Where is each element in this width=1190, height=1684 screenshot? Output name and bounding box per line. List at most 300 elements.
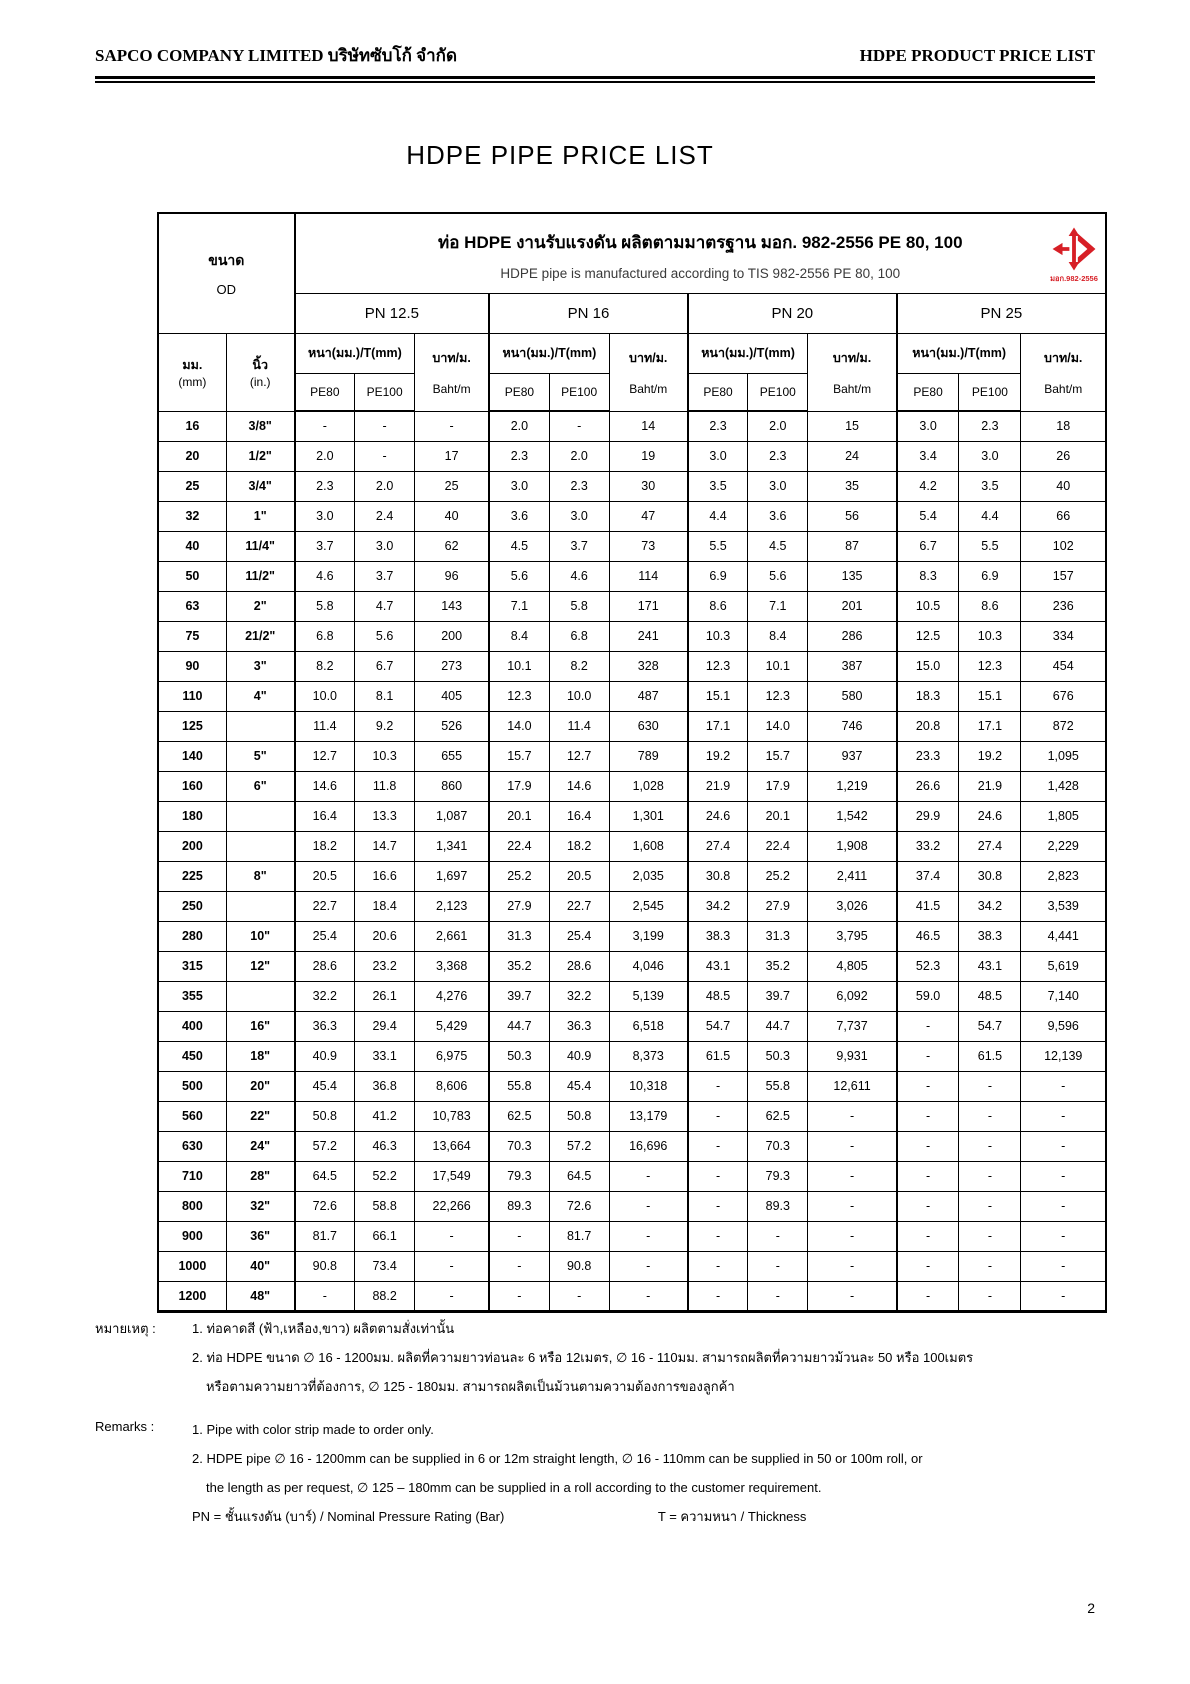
price-cell: 20.1	[489, 801, 549, 831]
price-cell: 8.6	[688, 591, 748, 621]
price-cell: 135	[808, 561, 897, 591]
price-cell: -	[1021, 1281, 1106, 1311]
price-cell: 860	[415, 771, 490, 801]
price-cell: 10.3	[688, 621, 748, 651]
table-row	[158, 1131, 1106, 1161]
baht-column-header	[609, 333, 688, 411]
thickness-header: หนา(มม.)/T(mm)	[489, 333, 609, 373]
price-cell: 2.3	[489, 441, 549, 471]
price-cell: 5,429	[415, 1011, 490, 1041]
price-cell: 23.3	[897, 741, 959, 771]
price-cell: -	[897, 1191, 959, 1221]
price-cell: 3.0	[688, 441, 748, 471]
table-row	[158, 621, 1106, 651]
price-cell: 12.5	[897, 621, 959, 651]
size-inch-cell: 11/4"	[226, 531, 294, 561]
price-cell: 20.8	[897, 711, 959, 741]
thickness-header: หนา(มม.)/T(mm)	[897, 333, 1021, 373]
price-cell: 15	[808, 411, 897, 441]
price-cell: -	[688, 1161, 748, 1191]
price-cell: 746	[808, 711, 897, 741]
thai-notes	[95, 1318, 1150, 1405]
price-cell: 10.0	[549, 681, 609, 711]
price-cell: -	[808, 1101, 897, 1131]
note-line: หรือตามความยาวที่ต้องการ, ∅ 125 - 180มม. สามารถผลิตเป็นม้วนตามความต้องการของลูกค้า	[206, 1379, 735, 1394]
price-cell: 9,596	[1021, 1011, 1106, 1041]
price-cell: 18	[1021, 411, 1106, 441]
price-cell: 13,664	[415, 1131, 490, 1161]
price-cell: 16.6	[355, 861, 415, 891]
notes-section	[95, 1318, 1150, 1537]
price-cell: 11.4	[295, 711, 355, 741]
price-cell: 4,805	[808, 951, 897, 981]
table-row	[158, 591, 1106, 621]
price-cell: 7,737	[808, 1011, 897, 1041]
size-inch-cell: 11/2"	[226, 561, 294, 591]
tis-mark-icon	[1051, 226, 1097, 272]
baht-label-thai: บาท/ม.	[1044, 351, 1083, 365]
price-cell: 20.1	[748, 801, 808, 831]
price-cell: 328	[609, 651, 688, 681]
price-cell: 12.3	[489, 681, 549, 711]
price-cell: 1,805	[1021, 801, 1106, 831]
price-cell: 14.7	[355, 831, 415, 861]
price-cell: -	[688, 1221, 748, 1251]
table-row	[158, 501, 1106, 531]
size-mm-cell: 500	[158, 1071, 226, 1101]
price-cell: 50.8	[295, 1101, 355, 1131]
price-cell: 14.6	[549, 771, 609, 801]
price-cell: 19.2	[959, 741, 1021, 771]
baht-label-thai: บาท/ม.	[432, 351, 471, 365]
price-cell: -	[1021, 1131, 1106, 1161]
size-inch-cell	[226, 711, 294, 741]
size-inch-cell: 2"	[226, 591, 294, 621]
price-cell: 40.9	[549, 1041, 609, 1071]
price-cell: 171	[609, 591, 688, 621]
price-cell: 405	[415, 681, 490, 711]
price-cell: 2.3	[295, 471, 355, 501]
price-cell: 55.8	[489, 1071, 549, 1101]
price-cell: 114	[609, 561, 688, 591]
price-cell: 36.3	[549, 1011, 609, 1041]
size-mm-cell: 450	[158, 1041, 226, 1071]
price-cell: 36.3	[295, 1011, 355, 1041]
size-mm-cell: 315	[158, 951, 226, 981]
price-table-body	[158, 411, 1106, 1311]
price-cell: -	[415, 411, 490, 441]
price-cell: 8,373	[609, 1041, 688, 1071]
size-inch-cell: 18"	[226, 1041, 294, 1071]
price-cell: 12,139	[1021, 1041, 1106, 1071]
price-cell: -	[355, 441, 415, 471]
price-cell: 3.7	[549, 531, 609, 561]
price-cell: 38.3	[959, 921, 1021, 951]
price-cell: 334	[1021, 621, 1106, 651]
baht-label-en: Baht/m	[833, 382, 872, 396]
price-cell: 5.6	[489, 561, 549, 591]
size-inch-cell: 6"	[226, 771, 294, 801]
baht-label-en: Baht/m	[432, 382, 471, 396]
baht-column-header	[415, 333, 490, 411]
size-inch-cell: 10"	[226, 921, 294, 951]
price-cell: -	[1021, 1101, 1106, 1131]
price-cell: 43.1	[959, 951, 1021, 981]
price-cell: 15.7	[748, 741, 808, 771]
price-cell: -	[688, 1281, 748, 1311]
price-cell: 18.4	[355, 891, 415, 921]
price-cell: 789	[609, 741, 688, 771]
table-row	[158, 471, 1106, 501]
table-row	[158, 1071, 1106, 1101]
price-cell: 25	[415, 471, 490, 501]
size-mm-cell: 800	[158, 1191, 226, 1221]
pe80-header: PE80	[489, 373, 549, 411]
price-cell: 2,229	[1021, 831, 1106, 861]
table-row	[158, 741, 1106, 771]
price-cell: 72.6	[549, 1191, 609, 1221]
size-mm-cell: 90	[158, 651, 226, 681]
table-row	[158, 561, 1106, 591]
price-cell: -	[808, 1191, 897, 1221]
price-cell: 1,908	[808, 831, 897, 861]
price-cell: 40.9	[295, 1041, 355, 1071]
size-inch-cell: 3/8"	[226, 411, 294, 441]
size-mm-cell: 110	[158, 681, 226, 711]
price-cell: 487	[609, 681, 688, 711]
hdpe-price-table	[157, 212, 1107, 1313]
price-cell: 16,696	[609, 1131, 688, 1161]
price-cell: 34.2	[688, 891, 748, 921]
price-cell: 6.9	[959, 561, 1021, 591]
price-cell: 241	[609, 621, 688, 651]
price-cell: 57.2	[549, 1131, 609, 1161]
price-cell: -	[609, 1191, 688, 1221]
price-cell: -	[808, 1251, 897, 1281]
price-cell: 64.5	[549, 1161, 609, 1191]
price-cell: 17.1	[688, 711, 748, 741]
price-cell: -	[295, 1281, 355, 1311]
price-cell: 25.2	[489, 861, 549, 891]
price-cell: 2,035	[609, 861, 688, 891]
price-cell: 8.3	[897, 561, 959, 591]
price-cell: 8.2	[295, 651, 355, 681]
price-cell: 62	[415, 531, 490, 561]
standard-description-cell	[295, 213, 1106, 293]
price-cell: 70.3	[489, 1131, 549, 1161]
company-name: SAPCO COMPANY LIMITED บริษัทซับโก้ จำกัด	[95, 46, 457, 65]
price-cell: 3.6	[748, 501, 808, 531]
price-cell: 273	[415, 651, 490, 681]
price-cell: -	[808, 1131, 897, 1161]
price-cell: 24.6	[688, 801, 748, 831]
size-mm-cell: 900	[158, 1221, 226, 1251]
price-cell: -	[688, 1251, 748, 1281]
mm-label-en: (mm)	[178, 375, 207, 389]
price-cell: 286	[808, 621, 897, 651]
price-cell: 35.2	[489, 951, 549, 981]
remarks-label: Remarks :	[95, 1419, 155, 1434]
inch-column-header	[226, 333, 294, 411]
price-cell: 27.4	[688, 831, 748, 861]
price-cell: 35	[808, 471, 897, 501]
price-cell: -	[688, 1071, 748, 1101]
price-cell: 34.2	[959, 891, 1021, 921]
price-cell: 72.6	[295, 1191, 355, 1221]
price-cell: 3,539	[1021, 891, 1106, 921]
price-cell: 6.7	[897, 531, 959, 561]
table-row	[158, 1221, 1106, 1251]
price-cell: 3.7	[295, 531, 355, 561]
price-cell: 19.2	[688, 741, 748, 771]
price-cell: 73.4	[355, 1251, 415, 1281]
price-cell: 7.1	[748, 591, 808, 621]
price-cell: 57.2	[295, 1131, 355, 1161]
pe80-header: PE80	[688, 373, 748, 411]
size-inch-cell: 1"	[226, 501, 294, 531]
price-table	[157, 212, 1107, 1313]
price-cell: 21.9	[688, 771, 748, 801]
price-cell: 46.5	[897, 921, 959, 951]
price-cell: 11.8	[355, 771, 415, 801]
price-cell: 6.9	[688, 561, 748, 591]
price-cell: 52.3	[897, 951, 959, 981]
thickness-header: หนา(มม.)/T(mm)	[688, 333, 808, 373]
price-cell: 16.4	[549, 801, 609, 831]
tis-mark-logo	[1048, 226, 1100, 283]
price-cell: 21.9	[959, 771, 1021, 801]
price-cell: 50.8	[549, 1101, 609, 1131]
price-cell: -	[897, 1131, 959, 1161]
price-cell: 2.3	[688, 411, 748, 441]
pe80-header: PE80	[897, 373, 959, 411]
price-cell: 89.3	[489, 1191, 549, 1221]
table-row	[158, 681, 1106, 711]
table-row	[158, 1161, 1106, 1191]
price-cell: 8.6	[959, 591, 1021, 621]
price-cell: 45.4	[295, 1071, 355, 1101]
price-cell: 37.4	[897, 861, 959, 891]
price-cell: 48.5	[688, 981, 748, 1011]
size-inch-cell: 32"	[226, 1191, 294, 1221]
price-cell: 1,697	[415, 861, 490, 891]
size-mm-cell: 200	[158, 831, 226, 861]
price-cell: 25.2	[748, 861, 808, 891]
size-mm-cell: 560	[158, 1101, 226, 1131]
price-cell: 454	[1021, 651, 1106, 681]
price-cell: 66	[1021, 501, 1106, 531]
price-cell: 11.4	[549, 711, 609, 741]
price-cell: 81.7	[295, 1221, 355, 1251]
baht-label-en: Baht/m	[1044, 382, 1083, 396]
note-line: 2. ท่อ HDPE ขนาด ∅ 16 - 1200มม. ผลิตที่ความยาวท่อนละ 6 หรือ 12เมตร, ∅ 16 - 110มม. สามารถผลิตที่ความยาวม้วนละ 50 หรือ 100เมตร	[192, 1350, 974, 1365]
english-remarks	[95, 1419, 1150, 1535]
table-row	[158, 711, 1106, 741]
notes-thai-label: หมายเหตุ :	[95, 1321, 156, 1336]
table-row	[158, 441, 1106, 471]
od-header-cell	[158, 213, 295, 333]
table-row	[158, 831, 1106, 861]
price-cell: -	[959, 1191, 1021, 1221]
size-inch-cell: 36"	[226, 1221, 294, 1251]
size-mm-cell: 630	[158, 1131, 226, 1161]
table-row	[158, 891, 1106, 921]
price-cell: 5.4	[897, 501, 959, 531]
price-cell: 9,931	[808, 1041, 897, 1071]
price-cell: 387	[808, 651, 897, 681]
price-cell: 10.0	[295, 681, 355, 711]
price-cell: 20.5	[549, 861, 609, 891]
price-cell: 29.4	[355, 1011, 415, 1041]
size-mm-cell: 140	[158, 741, 226, 771]
price-cell: -	[609, 1221, 688, 1251]
price-cell: -	[355, 411, 415, 441]
pe100-header: PE100	[748, 373, 808, 411]
note-line: 1. Pipe with color strip made to order only.	[192, 1422, 434, 1437]
price-cell: 47	[609, 501, 688, 531]
size-mm-cell: 25	[158, 471, 226, 501]
pe100-header: PE100	[959, 373, 1021, 411]
price-cell: 6,975	[415, 1041, 490, 1071]
price-cell: 3.0	[549, 501, 609, 531]
price-cell: 58.8	[355, 1191, 415, 1221]
size-inch-cell	[226, 981, 294, 1011]
price-cell: 4,046	[609, 951, 688, 981]
price-cell: -	[897, 1041, 959, 1071]
price-cell: 2.0	[489, 411, 549, 441]
price-cell: 13.3	[355, 801, 415, 831]
price-cell: 22.7	[295, 891, 355, 921]
size-inch-cell: 40"	[226, 1251, 294, 1281]
price-cell: 102	[1021, 531, 1106, 561]
price-cell: 30	[609, 471, 688, 501]
price-cell: 30.8	[688, 861, 748, 891]
price-cell: 33.1	[355, 1041, 415, 1071]
price-cell: 526	[415, 711, 490, 741]
price-cell: 10,318	[609, 1071, 688, 1101]
price-cell: 31.3	[489, 921, 549, 951]
price-cell: 3.5	[688, 471, 748, 501]
price-cell: 4.4	[688, 501, 748, 531]
price-cell: 4.2	[897, 471, 959, 501]
price-cell: -	[415, 1251, 490, 1281]
price-cell: 3.0	[295, 501, 355, 531]
price-cell: 55.8	[748, 1071, 808, 1101]
price-cell: 201	[808, 591, 897, 621]
price-cell: -	[489, 1281, 549, 1311]
price-cell: -	[748, 1251, 808, 1281]
baht-label-en: Baht/m	[629, 382, 668, 396]
size-mm-cell: 1200	[158, 1281, 226, 1311]
price-cell: 59.0	[897, 981, 959, 1011]
price-cell: 17.1	[959, 711, 1021, 741]
price-cell: 73	[609, 531, 688, 561]
size-inch-cell: 1/2"	[226, 441, 294, 471]
size-mm-cell: 160	[158, 771, 226, 801]
tis-mark-caption: มอก.982-2556	[1050, 274, 1098, 283]
inch-label-en: (in.)	[249, 375, 271, 389]
price-cell: 36.8	[355, 1071, 415, 1101]
price-cell: -	[959, 1101, 1021, 1131]
table-row	[158, 1281, 1106, 1311]
size-inch-cell: 24"	[226, 1131, 294, 1161]
price-cell: 39.7	[748, 981, 808, 1011]
price-cell: 3.0	[489, 471, 549, 501]
price-cell: 15.7	[489, 741, 549, 771]
price-cell: 8.4	[748, 621, 808, 651]
price-cell: 10,783	[415, 1101, 490, 1131]
od-label-en: OD	[216, 281, 237, 297]
price-cell: 5.6	[355, 621, 415, 651]
price-cell: 8,606	[415, 1071, 490, 1101]
price-cell: 6.8	[549, 621, 609, 651]
price-cell: 18.3	[897, 681, 959, 711]
price-cell: -	[897, 1281, 959, 1311]
price-cell: 40	[415, 501, 490, 531]
price-cell: 4.4	[959, 501, 1021, 531]
price-cell: 52.2	[355, 1161, 415, 1191]
price-cell: 14	[609, 411, 688, 441]
price-cell: 27.4	[959, 831, 1021, 861]
price-cell: 25.4	[295, 921, 355, 951]
table-row	[158, 951, 1106, 981]
price-cell: -	[959, 1161, 1021, 1191]
price-cell: 1,087	[415, 801, 490, 831]
price-cell: -	[688, 1131, 748, 1161]
price-cell: 676	[1021, 681, 1106, 711]
size-inch-cell: 8"	[226, 861, 294, 891]
price-cell: 24.6	[959, 801, 1021, 831]
price-cell: 14.0	[489, 711, 549, 741]
price-cell: 56	[808, 501, 897, 531]
standard-description-english: HDPE pipe is manufactured according to TIS 982-2556 PE 80, 100	[500, 266, 901, 282]
size-mm-cell: 400	[158, 1011, 226, 1041]
price-cell: 27.9	[748, 891, 808, 921]
table-row	[158, 411, 1106, 441]
price-cell: 48.5	[959, 981, 1021, 1011]
price-cell: 1,542	[808, 801, 897, 831]
price-cell: 3.6	[489, 501, 549, 531]
price-cell: 200	[415, 621, 490, 651]
price-cell: 39.7	[489, 981, 549, 1011]
size-inch-cell: 5"	[226, 741, 294, 771]
standard-description-thai: ท่อ HDPE งานรับแรงดัน ผลิตตามมาตรฐาน มอก. 982-2556 PE 80, 100	[438, 233, 963, 253]
price-cell: 12.3	[959, 651, 1021, 681]
table-row	[158, 981, 1106, 1011]
price-cell: 89.3	[748, 1191, 808, 1221]
price-cell: -	[897, 1251, 959, 1281]
price-cell: 25.4	[549, 921, 609, 951]
price-cell: 8.1	[355, 681, 415, 711]
price-cell: 26.1	[355, 981, 415, 1011]
price-cell: 4.6	[549, 561, 609, 591]
price-cell: 2.0	[355, 471, 415, 501]
price-cell: -	[959, 1071, 1021, 1101]
price-cell: 1,301	[609, 801, 688, 831]
price-cell: 5.6	[748, 561, 808, 591]
price-cell: 90.8	[549, 1251, 609, 1281]
price-cell: 66.1	[355, 1221, 415, 1251]
pn-definition: PN = ชั้นแรงดัน (บาร์) / Nominal Pressure Rating (Bar)	[192, 1509, 505, 1524]
price-cell: 50.3	[748, 1041, 808, 1071]
table-row	[158, 771, 1106, 801]
size-inch-cell: 22"	[226, 1101, 294, 1131]
price-cell: 44.7	[748, 1011, 808, 1041]
price-cell: 24	[808, 441, 897, 471]
price-cell: 2.3	[748, 441, 808, 471]
price-cell: 22.7	[549, 891, 609, 921]
table-row	[158, 1101, 1106, 1131]
